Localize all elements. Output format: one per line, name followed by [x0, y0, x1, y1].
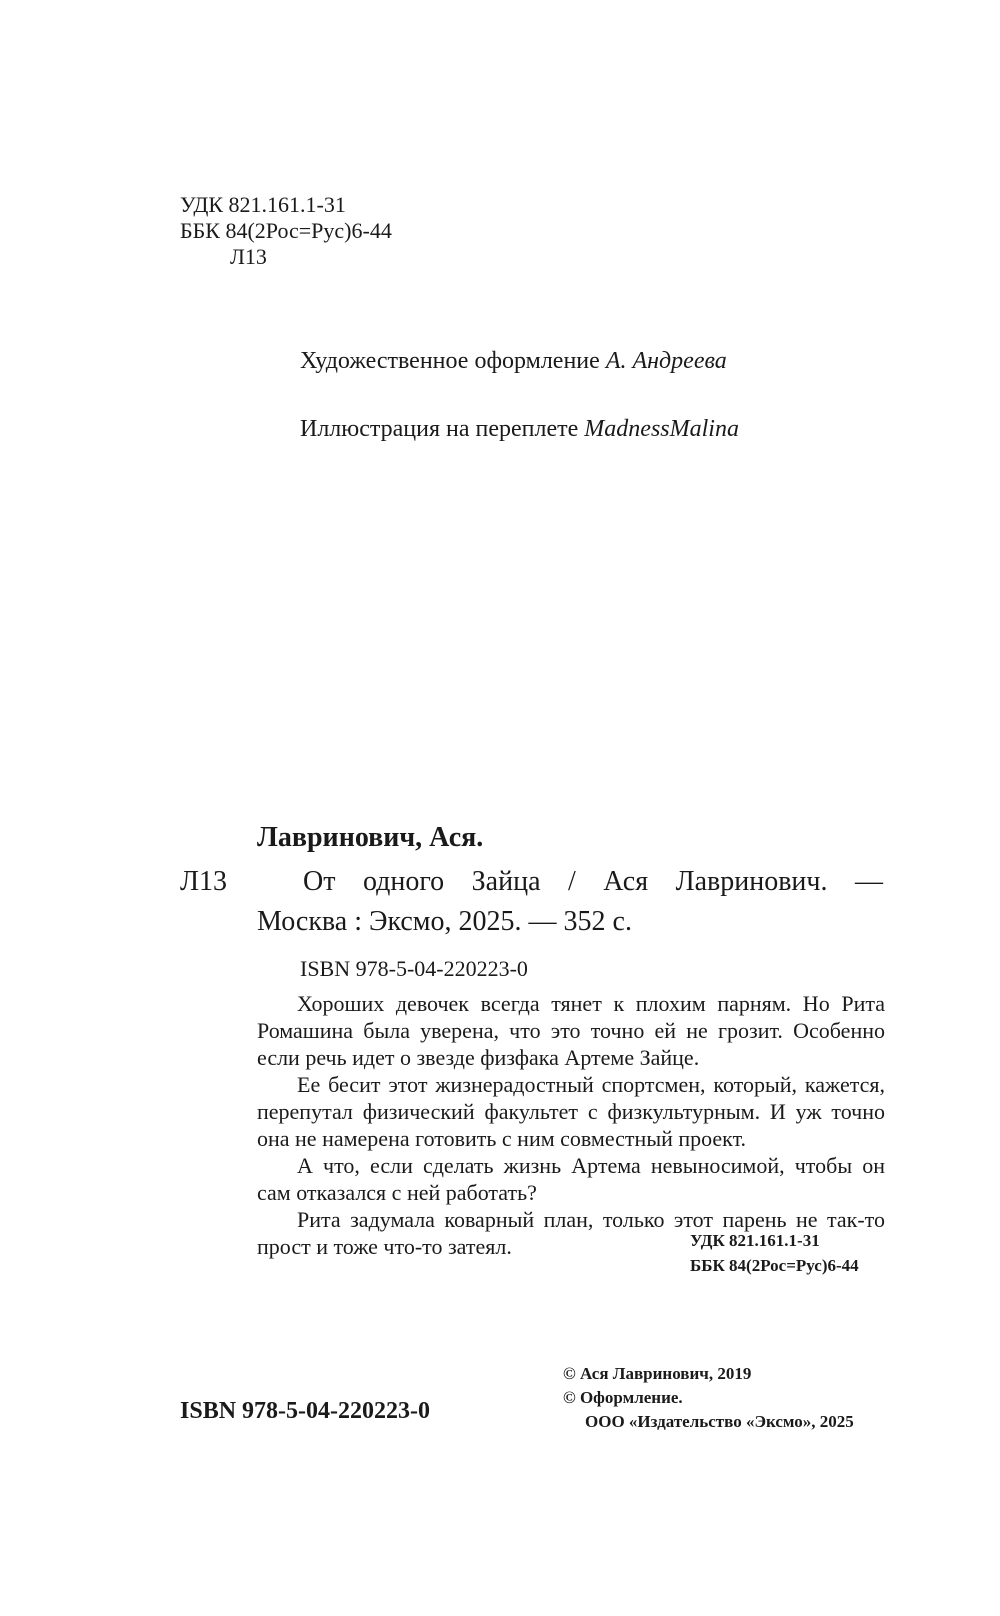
illustration-credit — [300, 416, 739, 443]
illustrator-name: MadnessMalina — [584, 416, 739, 442]
annotation-paragraph: А что, если сделать жизнь Артема невыносимой, чтобы он сам отказался с ней работать? — [257, 1153, 885, 1205]
copyright-design: © Оформление. — [563, 1388, 683, 1407]
designer-name: А. Андреева — [605, 348, 727, 374]
isbn-line: ISBN 978-5-04-220223-0 — [300, 956, 528, 981]
copyright-block — [563, 1362, 854, 1434]
udk-code: УДК 821.161.1-31 — [180, 192, 346, 217]
annotation-paragraph: Рита задумала коварный план, только этот парень не так-то прост и тоже что-то затеял. — [257, 1207, 885, 1259]
title-line-1: От одного Зайца / Ася Лавринович. — — [303, 866, 883, 897]
illustration-credit-label: Иллюстрация на переплете — [300, 416, 585, 442]
copyright-author: © Ася Лавринович, 2019 — [563, 1364, 752, 1383]
bottom-classification-block — [690, 1228, 859, 1278]
author-mark: Л13 — [230, 244, 267, 269]
author-mark-left: Л13 — [180, 866, 227, 897]
copyright-publisher: ООО «Издательство «Эксмо», 2025 — [585, 1412, 854, 1431]
isbn-main: ISBN 978-5-04-220223-0 — [180, 1398, 430, 1424]
author-heading: Лавринович, Ася. — [257, 822, 484, 853]
udk-code-bottom: УДК 821.161.1-31 — [690, 1231, 820, 1250]
design-credit-label: Художественное оформление — [300, 348, 606, 374]
bbk-code: ББК 84(2Рос=Рус)6-44 — [180, 218, 392, 243]
title-line-2: Москва : Эксмо, 2025. — 352 с. — [257, 906, 632, 937]
annotation-paragraph: Хороших девочек всегда тянет к плохим парням. Но Рита Ромашина была уверена, что это точно ей не грозит. Особенно если речь идет о звезде физфака Артеме Зайце. — [257, 991, 885, 1070]
annotation-paragraph: Ее бесит этот жизнерадостный спортсмен, который, кажется, перепутал физический факультет с физкультурным. И уж точно она не намерена готовить с ним совместный проект. — [257, 1072, 885, 1151]
top-classification-block — [180, 192, 392, 270]
bbk-code-bottom: ББК 84(2Рос=Рус)6-44 — [690, 1256, 859, 1275]
annotation — [257, 990, 885, 1260]
design-credit — [300, 348, 727, 375]
